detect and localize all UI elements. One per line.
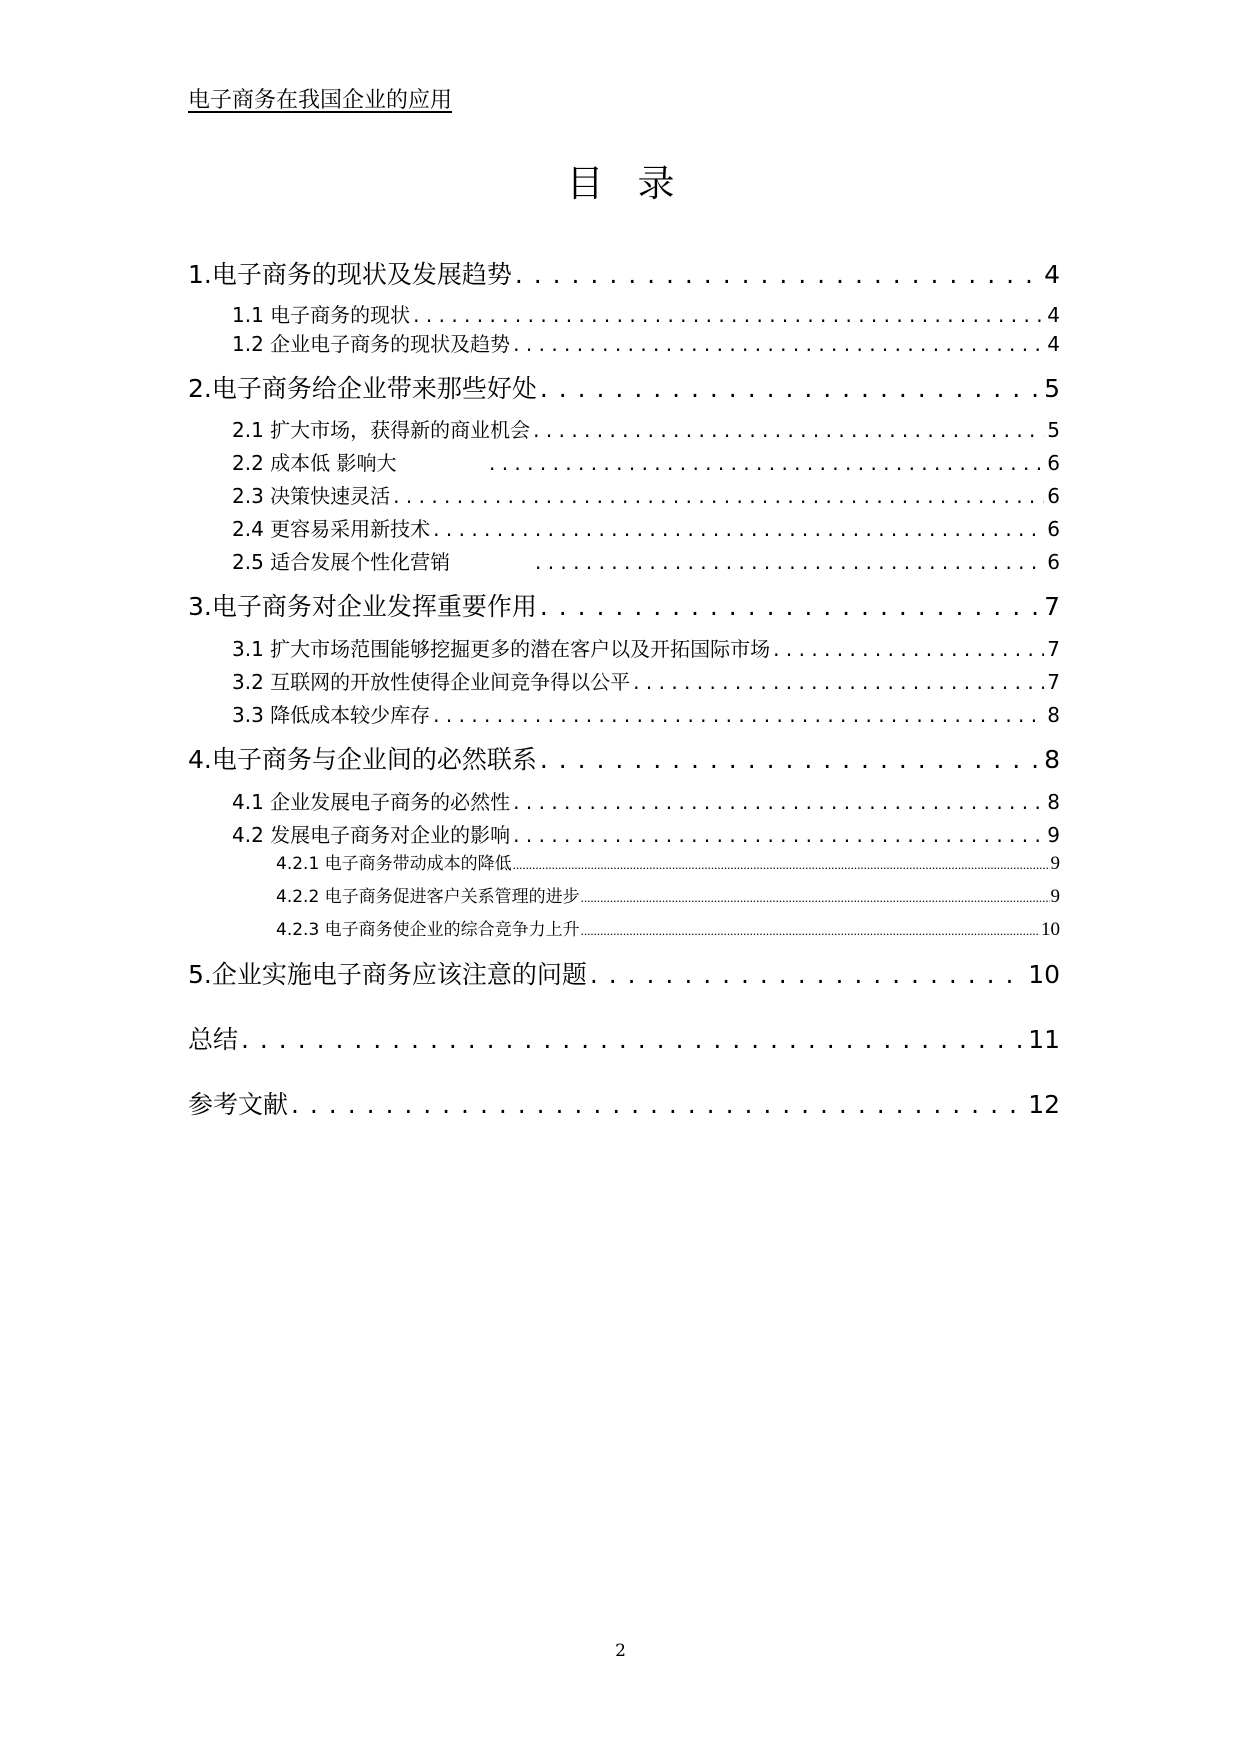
toc-entry-label: 2.4 更容易采用新技术 (232, 517, 431, 541)
toc-entry-4-2-1[interactable] (188, 852, 1060, 885)
toc-entry-label: 4.2.3 电子商务使企业的综合竞争力上升 (276, 920, 580, 940)
toc-entry-4-1[interactable] (188, 789, 1060, 822)
toc-list (188, 258, 1060, 1122)
toc-entry-page: 8 (1047, 703, 1060, 727)
toc-entry-page: 8 (1047, 790, 1060, 814)
toc-entry-1[interactable] (188, 258, 1060, 292)
toc-entry-1-2[interactable] (188, 331, 1060, 372)
toc-leader-dots (393, 483, 1044, 505)
toc-entry-2-1[interactable] (188, 417, 1060, 450)
toc-entry-label: 4.2.2 电子商务促进客户关系管理的进步 (276, 887, 580, 907)
toc-entry-page: 9 (1050, 886, 1060, 907)
toc-entry-page: 7 (1047, 637, 1060, 661)
toc-entry-page: 6 (1047, 484, 1060, 508)
toc-entry-label: 2.电子商务给企业带来那些好处 (188, 374, 537, 403)
toc-entry-label: 3.1 扩大市场范围能够挖掘更多的潜在客户以及开拓国际市场 (232, 637, 771, 661)
toc-leader-dots (581, 885, 1050, 904)
toc-entry-2-4[interactable] (188, 516, 1060, 549)
toc-entry-page: 4 (1044, 260, 1060, 289)
toc-entry-4[interactable] (188, 743, 1060, 777)
toc-leader-dots (489, 450, 1044, 472)
toc-entry-page: 9 (1047, 823, 1060, 847)
toc-entry-5[interactable] (188, 958, 1060, 992)
toc-entry-label: 2.1 扩大市场，获得新的商业机会 (232, 418, 531, 442)
toc-entry-label: 3.3 降低成本较少库存 (232, 703, 431, 727)
toc-entry-label: 4.电子商务与企业间的必然联系 (188, 745, 537, 774)
toc-leader-dots (513, 331, 1044, 353)
toc-entry-3[interactable] (188, 590, 1060, 624)
toc-entry-label: 4.2 发展电子商务对企业的影响 (232, 823, 511, 847)
toc-leader-dots (513, 852, 1050, 871)
toc-entry-page: 6 (1047, 517, 1060, 541)
toc-entry-page: 7 (1047, 670, 1060, 694)
toc-leader-dots (241, 1023, 1025, 1051)
toc-entry-3-2[interactable] (188, 669, 1060, 702)
toc-leader-dots (433, 702, 1044, 724)
toc-entry-2-3[interactable] (188, 483, 1060, 516)
toc-leader-dots (590, 958, 1025, 986)
toc-entry-2-2[interactable] (188, 450, 1060, 483)
toc-entry-label: 2.2 成本低 影响大 (232, 451, 397, 475)
toc-leader-dots (633, 669, 1044, 691)
toc-entry-page: 5 (1047, 418, 1060, 442)
toc-entry-label: 1.1 电子商务的现状 (232, 303, 411, 327)
running-header: 电子商务在我国企业的应用 (188, 88, 453, 113)
toc-entry-page: 4 (1047, 303, 1060, 327)
toc-entry-2-5[interactable] (188, 549, 1060, 590)
toc-leader-dots (581, 918, 1040, 937)
toc-entry-label: 4.1 企业发展电子商务的必然性 (232, 790, 511, 814)
toc-leader-dots (535, 549, 1044, 571)
toc-entry-page: 5 (1044, 374, 1060, 403)
toc-entry-references[interactable] (188, 1088, 1060, 1122)
toc-entry-1-1[interactable] (188, 302, 1060, 331)
toc-entry-4-2[interactable] (188, 822, 1060, 852)
toc-entry-label: 3.2 互联网的开放性使得企业间竞争得以公平 (232, 670, 631, 694)
toc-entry-page: 4 (1047, 332, 1060, 356)
toc-entry-label: 4.2.1 电子商务带动成本的降低 (276, 854, 512, 874)
toc-entry-summary[interactable] (188, 1023, 1060, 1057)
toc-entry-label: 2.5 适合发展个性化营销 (232, 550, 451, 574)
toc-entry-page: 6 (1047, 550, 1060, 574)
toc-entry-label: 参考文献 (188, 1090, 289, 1119)
toc-leader-dots (540, 372, 1041, 400)
toc-leader-dots (513, 822, 1044, 844)
toc-entry-label: 5.企业实施电子商务应该注意的问题 (188, 960, 587, 989)
toc-entry-label: 总结 (188, 1025, 239, 1054)
toc-entry-page: 7 (1044, 592, 1060, 621)
toc-leader-dots (413, 302, 1044, 324)
page-number: 2 (615, 1641, 626, 1661)
toc-entry-label: 2.3 决策快速灵活 (232, 484, 391, 508)
toc-entry-page: 8 (1044, 745, 1060, 774)
toc-leader-dots (513, 789, 1044, 811)
toc-entry-page: 6 (1047, 451, 1060, 475)
toc-entry-4-2-2[interactable] (188, 885, 1060, 918)
toc-leader-dots (773, 636, 1044, 658)
toc-entry-3-1[interactable] (188, 636, 1060, 669)
toc-leader-dots (540, 743, 1041, 771)
toc-entry-page: 10 (1041, 919, 1060, 940)
toc-entry-4-2-3[interactable] (188, 918, 1060, 958)
toc-entry-page: 9 (1050, 853, 1060, 874)
toc-leader-dots (540, 590, 1041, 618)
toc-entry-3-3[interactable] (188, 702, 1060, 743)
toc-entry-2[interactable] (188, 372, 1060, 406)
toc-entry-label: 1.2 企业电子商务的现状及趋势 (232, 332, 511, 356)
toc-entry-page: 11 (1028, 1025, 1060, 1054)
toc-entry-label: 1.电子商务的现状及发展趋势 (188, 260, 512, 289)
toc-title: 目录 (566, 162, 709, 205)
toc-leader-dots (291, 1088, 1025, 1116)
toc-leader-dots (433, 516, 1044, 538)
toc-entry-page: 12 (1028, 1090, 1060, 1119)
toc-entry-label: 3.电子商务对企业发挥重要作用 (188, 592, 537, 621)
toc-leader-dots (515, 258, 1041, 286)
toc-leader-dots (533, 417, 1044, 439)
toc-entry-page: 10 (1028, 960, 1060, 989)
